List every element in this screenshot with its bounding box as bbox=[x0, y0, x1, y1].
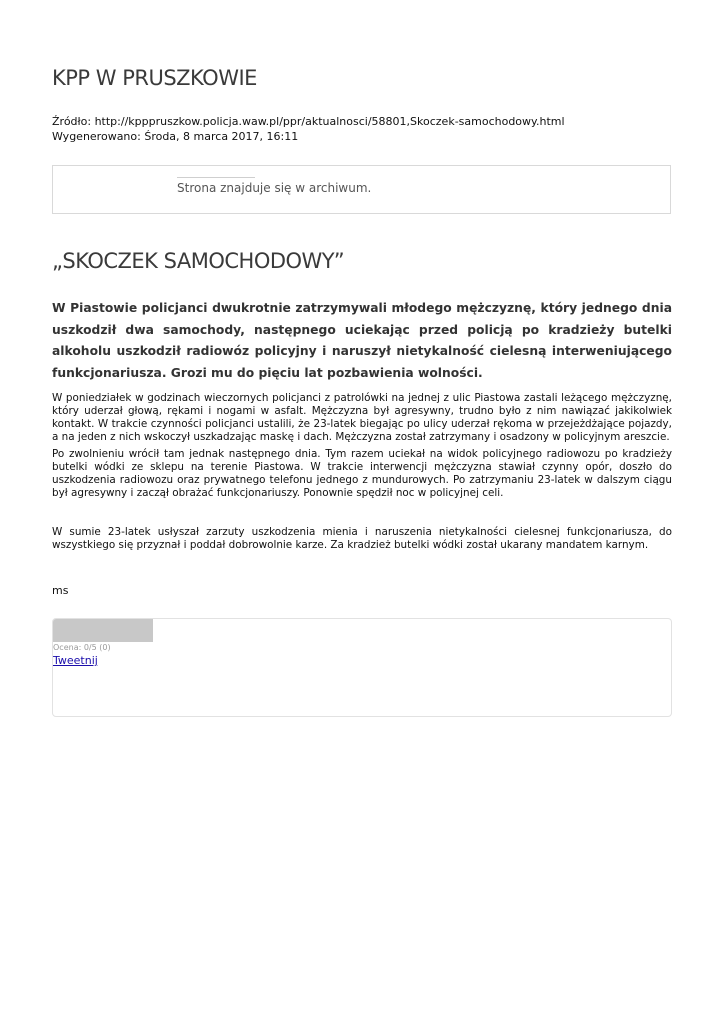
archive-divider bbox=[177, 177, 255, 178]
archive-notice-text: Strona znajduje się w archiwum. bbox=[177, 181, 372, 195]
rating-stars-bar[interactable] bbox=[53, 619, 153, 642]
article-lead: W Piastowie policjanci dwukrotnie zatrzymywali młodego mężczyznę, który jednego dnia uszkodził dwa samochody, następnego uciekając przed policją po kradzieży butelki alkoholu uszkodził radiowóz policyjny i naruszył nietykalność cielesną interweniującego funkcjonariusza. Grozi mu do pięciu lat pozbawienia wolności. bbox=[52, 301, 672, 380]
article-author: ms bbox=[52, 584, 69, 597]
rating-text: Ocena: 0/5 (0) bbox=[53, 643, 111, 652]
article-paragraph: W poniedziałek w godzinach wieczornych policjanci z patrolówki na jednej z ulic Piastowa zastali leżącego mężczyznę, który uderzał głową, rękami i nogami w asfalt. Mężczyzna był agresywny, trudno było z nim nawiązać jakikolwiek kontakt. W trakcie czynności policjanci ustalili, że 23-latek biegając po ulicy uderzał rękoma w przejeżdżające pojazdy, a na jeden z nich wskoczył uszkadzając maskę i dach. Mężczyzna został zatrzymany i osadzony w policyjnym areszcie. bbox=[52, 392, 672, 443]
source-url: Źródło: http://kpppruszkow.policja.waw.pl/ppr/aktualnosci/58801,Skoczek-samochodowy.html bbox=[52, 115, 565, 128]
tweet-link[interactable]: Tweetnij bbox=[53, 654, 98, 667]
article-paragraph: W sumie 23-latek usłyszał zarzuty uszkodzenia mienia i naruszenia nietykalności cielesnej funkcjonariusza, do wszystkiego się przyznał i poddał dobrowolnie karze. Za kradzież butelki wódki został ukarany mandatem karnym. bbox=[52, 526, 672, 551]
article-paragraph: Po zwolnieniu wrócił tam jednak następnego dnia. Tym razem uciekał na widok policyjnego radiowozu po kradzieży butelki wódki ze sklepu na terenie Piastowa. W trakcie interwencji mężczyzna stawiał czynny opór, doszło do uszkodzenia radiowozu oraz prywatnego telefonu jednego z mundurowych. Po zatrzymaniu 23-latek w dalszym ciągu był agresywny i zaczął obrażać funkcjonariuszy. Ponownie spędził noc w policyjnej celi. bbox=[52, 448, 672, 499]
rating-box bbox=[52, 618, 672, 717]
document-meta bbox=[52, 114, 565, 144]
archive-notice-box bbox=[52, 165, 671, 214]
article-title: „SKOCZEK SAMOCHODOWY” bbox=[52, 249, 345, 273]
generated-date: Wygenerowano: Środa, 8 marca 2017, 16:11 bbox=[52, 130, 299, 143]
site-title: KPP W PRUSZKOWIE bbox=[52, 66, 257, 90]
